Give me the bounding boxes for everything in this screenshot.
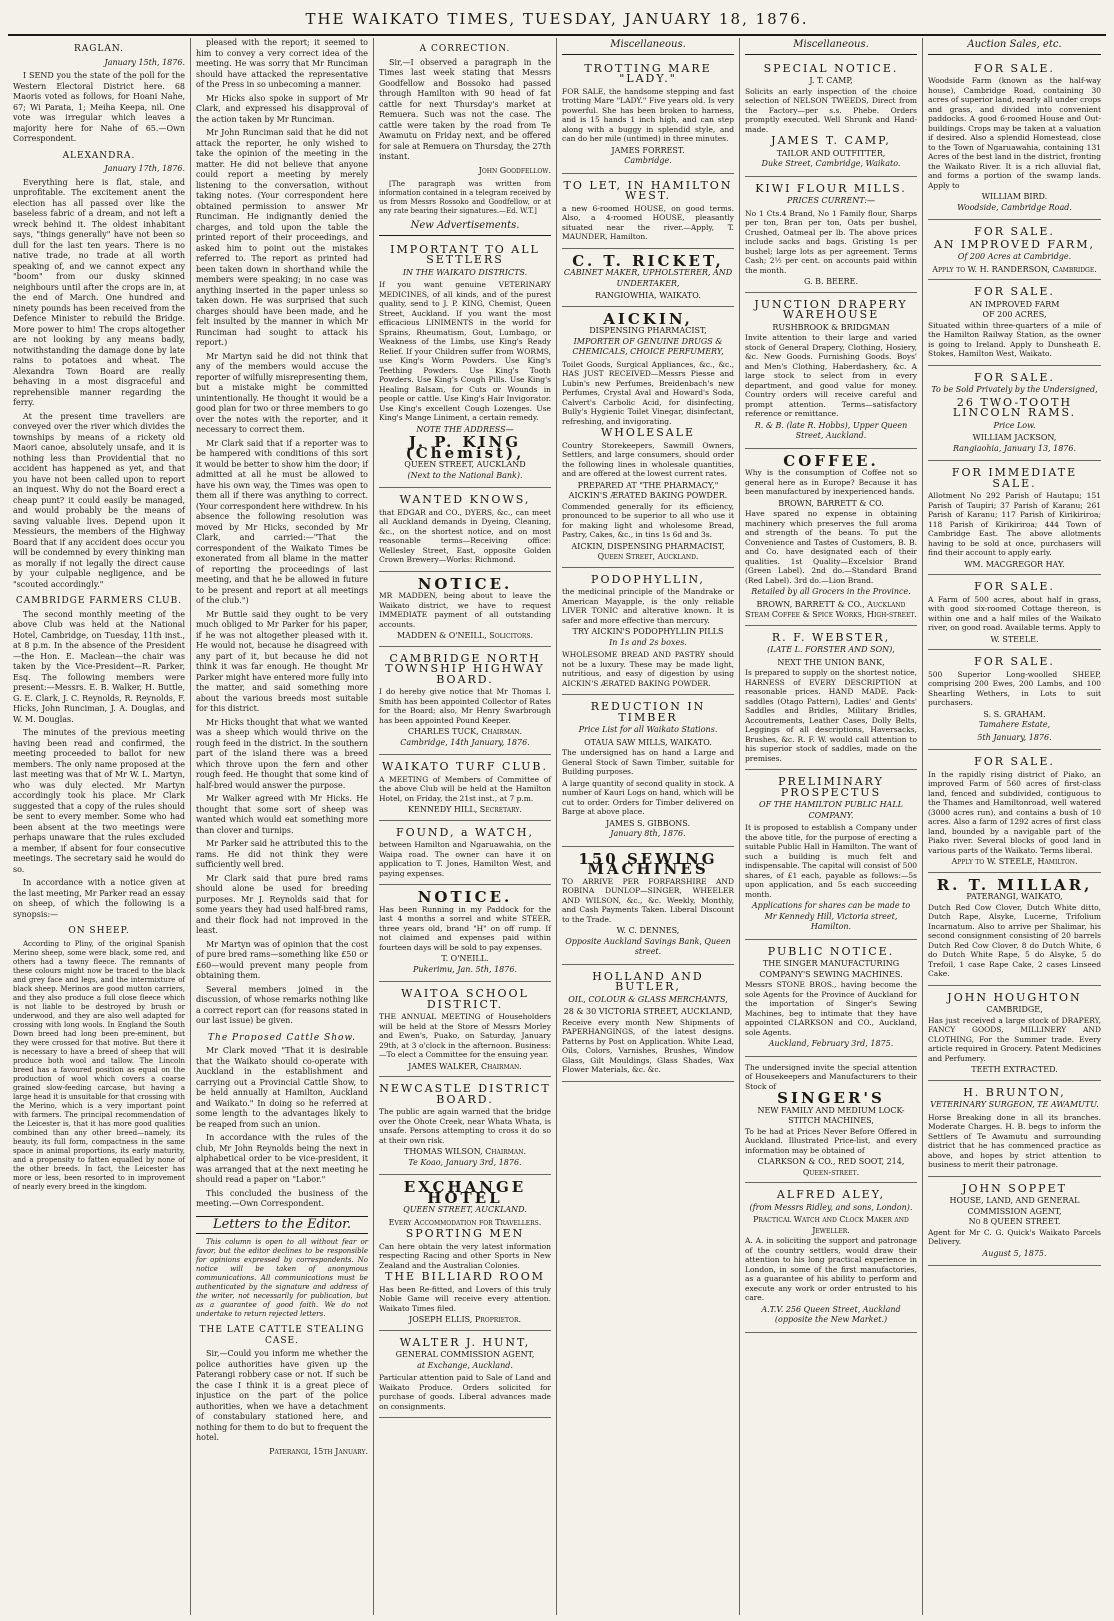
- ad-price: Price Low.: [993, 420, 1036, 430]
- advert-found-watch: [379, 824, 551, 886]
- ad-body: Agent for Mr C. G. Quick's Waikato Parcels Delivery.: [928, 1227, 1101, 1246]
- raglan-heading: RAGLAN.: [73, 44, 125, 54]
- alexandra-para-1: Everything here is flat, stale, and unprofitable. The excitement anent the election has all passed over like the baseless fabric of a dream, and not left a wreck behind it. The oldest inhabitant says, "things generally" have not been so dull for the last ten years. There is no native trade, no trade at all worth speaking of, and we cannot expect any "boom" from our dusky skinned neighbours until after the crops are in, at the end of March. One hundred and ninety pounds has been received from the Defence Minister to rebuild the Bridge. More power to him! The crops altogether are not looking by any means badly, notwithstanding the damage done by late rains to potatoes and wheat. The Alexandra Town Board are really behaving in a most disgraceful and reprehensible manner regarding the ferry.: [13, 177, 185, 407]
- ad-date: Pukerimu, Jan. 5th, 1876.: [413, 964, 517, 974]
- ad-title: JOHN SOPPET: [962, 1181, 1067, 1195]
- col2-para-6: Mr Buttle said they ought to be very much obliged to Mr Parker for his paper, if he was not altogether pleased with it. He would not, because he disagreed with any part of it, but because he did not think it was far enough. He thought Mr Parker might have entered more fully into the matter, and said something more about the various breeds most suitable for this district.: [196, 609, 368, 713]
- ad-body: Woodside Farm (known as the half-way house), Cambridge Road, containing 30 acres of superior land, nearly all under crops and grass, and divided into convenient paddocks. A good 6-roomed House and Out-buildings. Crops may be taken at a valuation if desired. Also a splendid Homestead, close to the Town of Ngaruawahia, containing 131 Acres of the best land in the district, fronting the Waikato River. It is a rich alluvial flat, and forms a portion of the swamp lands. Apply to: [928, 76, 1101, 190]
- masthead: THE WAIKATO TIMES, TUESDAY, JANUARY 18, 1876.: [8, 4, 1106, 36]
- miscellaneous-heading-2: Miscellaneous.: [745, 38, 917, 55]
- ad-body: between Hamilton and Ngaruawahia, on the Waipa road. The owner can have it on application to T. Jones, Hamilton West, and paying expenses.: [379, 840, 551, 878]
- ad-title: NOTICE.: [417, 888, 513, 906]
- ad-body: Has been Running in my Paddock for the last 4 months a sorrel and white STEER, three years old, brand "H" on off rump. If not claimed and expenses paid within fourteen days will be sold to pay expenses.: [379, 904, 551, 952]
- ad-mills: OTAUA SAW MILLS, WAIKATO.: [584, 737, 712, 747]
- advert-cambridge-north: [379, 650, 551, 756]
- ad-subtitle: VETERINARY SURGEON, TE AWAMUTU.: [930, 1100, 1099, 1109]
- advert-podophyllin: [562, 571, 734, 696]
- ad-body-2: WHOLESOME BREAD AND PASTRY should not be a luxury. These may be made light, nutritious, and easy of digestion by using AICKIN'S ÆRATED BAKING POWDER.: [562, 650, 734, 688]
- ad-body: The public are again warned that the bridge over the Ohote Creek, near Whata Whata, is unsafe. Persons attempting to cross it do so at their own risk.: [379, 1107, 551, 1145]
- letters-note: This column is open to all without fear or favor, but the editor declines to be responsible for opinions expressed by correspondents. No notice will be taken of anonymous communications. All communications must be authenticated by the signature and address of the writer, not necessarily for publication, but as a guarantee of good faith. We do not undertake to return rejected letters.: [196, 1238, 368, 1318]
- col2-para-14: In accordance with the rules of the club, Mr John Reynolds being the next in alphabetical order to be vice-president, it was arranged that at the next meeting he should read a paper on "Labor.": [196, 1133, 368, 1184]
- ad-sign: JAMES FORREST.: [611, 145, 685, 155]
- ad-date: January 8th, 1876.: [610, 829, 686, 838]
- ad-body: Why is the consumption of Coffee not so general here as in Europe? Because it has been manufactured by inexperienced hands.: [745, 468, 917, 496]
- ad-title: KIWI FLOUR MILLS.: [755, 181, 907, 195]
- advert-aickin: [562, 310, 734, 568]
- ad-body-2: Country Storekeepers, Sawmill Owners, Settlers, and large consumers, should order the following lines in wholesale quantities, and are offered at the lowest current rates.: [562, 440, 734, 478]
- ad-title: EXCHANGE HOTEL: [403, 1178, 527, 1207]
- column-3: [374, 38, 557, 1615]
- ad-title: JOHN HOUGHTON: [947, 990, 1082, 1004]
- ad-subtitle: AN IMPROVED FARM,: [933, 237, 1096, 251]
- ad-title: H. BRUNTON,: [963, 1085, 1066, 1099]
- ad-subtitle: GENERAL COMMISSION AGENT,: [395, 1350, 535, 1359]
- ad-line: 26 TWO-TOOTH LINCOLN RAMS.: [952, 395, 1077, 419]
- ad-title: FOR SALE.: [974, 655, 1055, 668]
- ad-title: ALFRED ALEY,: [776, 1188, 886, 1201]
- ad-date: Te Koao, January 3rd, 1876.: [408, 1157, 522, 1167]
- ad-address: Duke Street, Cambridge, Waikato.: [761, 159, 901, 168]
- ad-body: Is prepared to supply on the shortest notice, HARNESS of EVERY DESCRIPTION at reasonable prices. HAND MADE. Pack-saddles (Otago Pattern), Ladies' and Gents' Saddles and Bridles, Military Bridles, Accoutrements, Leather Cases, Dolly Belts, Leggings of all descriptions, Haversacks, Brushes, &c. R. F. W. would call attention to his superior stock of saddles, made on the premises.: [745, 668, 917, 763]
- correction-body: Sir,—I observed a paragraph in the Times last week stating that Messrs Goodfellow and Bossoko had passed through Hamilton with 90 head of fat cattle for next Thursday's market at Remuera. Such was not the case. The cattle were taken by the road from Te Awamutu on Friday next, and be offered for sale at Remuera on Thursday, the 27th instant.: [379, 57, 551, 161]
- ad-title: C. T. RICKET,: [572, 251, 724, 270]
- ad-sign: W. C. DENNES,: [616, 926, 680, 935]
- advert-sale-improved-farm: [928, 223, 1101, 280]
- advert-junction-drapery: [745, 296, 917, 449]
- auction-sales-heading: Auction Sales, etc.: [928, 38, 1101, 55]
- ad-body: The undersigned invite the special attention of Housekeepers and Manufacturers to their Stock of: [745, 1062, 917, 1091]
- column-5: [740, 38, 923, 1615]
- ad-body: Can here obtain the very latest information respecting Racing and other Sports in New Zealand and the Australian Colonies.: [379, 1241, 551, 1270]
- advert-newcastle-board: [379, 1080, 551, 1175]
- ad-subtitle: HOUSE, LAND, AND GENERAL COMMISSION AGENT,: [949, 1196, 1080, 1216]
- ad-subtitle-2: IMPORTER OF GENUINE DRUGS & CHEMICALS, CHOICE PERFUMERY,: [572, 336, 724, 356]
- ad-title: FOR SALE.: [974, 61, 1055, 75]
- advert-webster: [745, 629, 917, 771]
- ad-date: August 5, 1875.: [982, 1248, 1047, 1258]
- miscellaneous-heading: Miscellaneous.: [562, 38, 734, 55]
- advert-important-settlers: [379, 241, 551, 489]
- advert-soppet: [928, 1180, 1101, 1267]
- advert-immediate-sale: [928, 464, 1101, 575]
- col2-para-8: Mr Walker agreed with Mr Hicks. He thought that some sort of sheep was wanted which would eat something more than clover and turnips.: [196, 794, 368, 835]
- col2-para-13: Mr Clark moved "That it is desirable that the Waikato should co-operate with Auckland in the establishment and carrying out a Provincial Cattle Show, to be held annually at Hamilton, Auckland and Waikato." In doing so he referred at some length to the advantages likely to be reaped from such an union.: [196, 1046, 368, 1129]
- ad-subtitle: CABINET MAKER, UPHOLSTERER, AND UNDERTAKER,: [563, 268, 733, 288]
- ad-body: A MEETING of Members of Committee of the above Club will be held at the Hamilton Hotel, on Friday, the 21st inst., at 7 p.m.: [379, 774, 551, 803]
- ad-body: It is proposed to establish a Company under the above title, for the purpose of erecting a suitable Public Hall in Hamilton. The want of such a building is much felt and indispensable. The capital will consist of 500 shares, of £1 each, payable as follows:—5s upon application, and 5s each succeeding month.: [745, 823, 917, 899]
- advert-singer: [745, 1060, 917, 1184]
- farmers-club-heading: CAMBRIDGE FARMERS CLUB.: [15, 596, 183, 606]
- ad-sign: Applications for shares can be made to Mr Kennedy Hill, Victoria street, Hamilton.: [751, 901, 911, 931]
- ad-title: PODOPHYLLIN,: [591, 572, 705, 586]
- ad-address: 28 & 30 VICTORIA STREET, AUCKLAND,: [563, 1007, 733, 1016]
- advert-walter-hunt: [379, 1334, 551, 1419]
- ad-king-address: QUEEN STREET, AUCKLAND: [404, 460, 526, 469]
- advert-trotting-mare: [562, 60, 734, 174]
- ad-title: FOR SALE.: [974, 755, 1055, 768]
- col2-para-1: pleased with the report; it seemed to him to convey a very correct idea of the meeting. He was sorry that Mr Runciman should have attacked the representative of the Press in so unbecoming a manner.: [196, 38, 368, 89]
- advert-to-let: [562, 177, 734, 249]
- col2-para-3: Mr John Runciman said that he did not attack the reporter, he only wished to take the opinion of the meeting in the matter. He did not believe that anyone could report a meeting by merely listening to the conversation, without taking notes. (Your correspondent here obtained permission to answer Mr Runciman. He indignantly denied the charges, and told upon the table the printed report of their proceedings, and asked him to point out the mistakes referred to. The report as printed had been taken down in shorthand while the members were speaking; in no case was anything inserted in the paper unless so taken down. He was surprised that such charges should have been made, and he felt insulted by the manner in which Mr Runciman had sought to attack his report.): [196, 128, 368, 347]
- ad-subtitle: RUSHBROOK & BRIDGMAN: [772, 322, 890, 332]
- ad-subtitle: DISPENSING PHARMACIST,: [589, 326, 707, 335]
- ad-king-name: J. P. KING (Chemist),: [405, 433, 525, 462]
- ad-title: SINGER'S: [777, 1089, 885, 1107]
- ad-title: TROTTING MARE "LADY.": [584, 61, 712, 85]
- col2-para-12: Several members joined in the discussion, of whose remarks nothing like a correct report can (for reasons stated in our last issue) be given.: [196, 984, 368, 1025]
- ad-title: REDUCTION IN TIMBER: [590, 700, 706, 724]
- farmers-para-3: In accordance with a notice given at the last meeting, Mr Parker read an essay on sheep, of which the following is a synopsis:—: [13, 878, 185, 919]
- ad-body: Solicits an early inspection of the choice selection of NELSON TWEEDS, Direct from the Factory—per s.s. Phebe. Orders promptly executed. Well Shrunk and Hand-made.: [745, 86, 917, 134]
- ad-sign: THOMAS WILSON, Chairman.: [403, 1147, 526, 1156]
- advert-kiwi-flour: [745, 180, 917, 293]
- advert-millar: [928, 876, 1101, 986]
- ad-sign: G. B. BEERE.: [803, 277, 859, 286]
- ad-body: Situated within three-quarters of a mile of the Hamilton Railway Station, as the owner is going to Ireland. Apply to Dunsheath E. Stokes, Hamilton West, Waikato.: [928, 320, 1101, 358]
- ad-line: Every Accommodation for Travellers.: [388, 1217, 542, 1227]
- correction-signature: John Goodfellow.: [478, 165, 551, 175]
- advert-notice-steer: [379, 888, 551, 982]
- alexandra-date: January 17th, 1876.: [104, 164, 185, 173]
- column-2: [191, 38, 374, 1615]
- ad-body: Invite attention to their large and varied stock of General Drapery, Clothing, Hosiery, &c. New Goods. Furnishing Goods. Boys' and Men's Clothing, Haberdashery, &c. A large stock to select from in every department, and good value for money. Country orders will receive careful and prompt attention. Terms—satisfactory reference or remittance.: [745, 333, 917, 418]
- correction-heading: A CORRECTION.: [419, 44, 511, 54]
- ad-sign: JAMES S. GIBBONS.: [605, 818, 691, 828]
- ad-title: WALTER J. HUNT,: [399, 1335, 531, 1349]
- ad-body: Messrs STONE BROS., having become the sole Agents for the Province of Auckland for the importation of Singer's Sewing Machines, beg to intimate that they have appointed CLARKSON and CO., Auckland, sole Agents.: [745, 980, 917, 1037]
- advert-sale-piako: [928, 753, 1101, 873]
- ad-title: FOR SALE.: [974, 285, 1055, 298]
- on-sheep-essay: According to Pliny, of the original Spanish Merino sheep, some were black, some red, and others had a tawny fleece. The remnants of these colours might now be traced to the black and grey face and legs, and the intermixture of black sheep. Merinos are good mutton carriers, and they also produce a full close fleece which is not liable to be destroyed by brush or underwood, and they are also well adapted for crossing with long wools. In England the South Down breed had long been pre-eminent, but they were crossed for that motive. But there it is necessary to have a breed of sheep that will produce both wool and tallow. The Lincoln breed has a favoured position as equal on the production of wool which covers a coarse grained slow-feeding carcase, but having a large head it is unsuitable for that crossing with the Merino, which is a very important point with farmers. The principal recommendation of the Leicester is, that it has more good qualities combined than any other breed—namely, its beauty, its full form, compactness in the same space in animal proportions, its early maturity, and a propensity to fatten equalled by none of the other breeds. In fact, the Leicester has more or less, been resorted to in improvement of nearly every breed in the kingdom.: [13, 939, 185, 1191]
- advert-timber: [562, 698, 734, 847]
- col2-para-9: Mr Parker said he attributed this to the rams. He did not think they were sufficiently well bred.: [196, 839, 368, 869]
- farmers-para-1: The second monthly meeting of the above Club was held at the National Hotel, Cambridge, on Tuesday, 11th inst., at 8 p.m. In the absence of the President—the Hon. E. Maclean—the chair was taken by the Vice-President—R. Parker, Esq. The following members were present:—Messrs. E. B. Walker, H. Buttle, G. E. Clark, J. C. Reynolds, R. Reynolds, F. Hicks, John Runciman, J. A. Douglas, and W. M. Douglas.: [13, 609, 185, 724]
- raglan-body: I SEND you the state of the poll for the Western Electoral District here. 68 Maoris voted as follows, for Hoani Nahe, 67; Wi Parata, 1; Meiha Keepa, nil. One vote was irregular which leaves a majority here for Nahe of 65.—Own Correspondent.: [13, 71, 185, 143]
- ad-subtitle: (LATE L. FORSTER AND SON),: [767, 645, 895, 654]
- ad-sign: R. & B. (late R. Hobbs), Upper Queen Street, Auckland.: [754, 420, 908, 440]
- ad-title: WAITOA SCHOOL DISTRICT.: [401, 987, 529, 1011]
- newspaper-columns: [8, 38, 1106, 1615]
- advert-ricket: [562, 252, 734, 307]
- ad-sign: AICKIN, DISPENSING PHARMACIST, Queen Street, Auckland.: [571, 541, 725, 561]
- ad-teeth: TEETH EXTRACTED.: [971, 1065, 1058, 1074]
- farmers-para-2: The minutes of the previous meeting having been read and confirmed, the meeting proceeded to ballot for new members. The only name proposed at the last meeting was that of Mr W. L. Martyn, who was duly elected. Mr Martyn accordingly took his place. Mr Clark suggested that a copy of the rules should be sent to every member. Some who had been absent at the two meetings were perhaps unaware that the rules excluded a member, if absent for four consecutive meetings. The secretary said he would do so.: [13, 728, 185, 874]
- ad-title: R. F. WEBSTER,: [771, 630, 891, 644]
- ad-title: PUBLIC NOTICE.: [767, 944, 895, 958]
- ad-body-2: A large quantity of second quality in stock. A number of Kauri Logs on hand, which will be cut to order. Orders for Timber delivered on Barge at above place.: [562, 778, 734, 816]
- ad-body: Has just received a large stock of DRAPERY, FANCY GOODS, MILLINERY AND CLOTHING, For the Summer trade. Every article required in Grocery. Patent Medicines and Perfumery.: [928, 1015, 1101, 1063]
- ad-price: In 1s and 2s boxes.: [609, 637, 687, 647]
- ad-subtitle: IN THE WAIKATO DISTRICTS.: [402, 267, 528, 277]
- alexandra-para-2: At the present time travellers are conveyed over the river which divides the townships by means of a rickety old Maori canoe, absolutely unsafe, and it is nothing less than Providential that no accident has happened as yet, and that you have not been called upon to report an inquest. Why do not the Board erect a cheap punt? it could easily be managed, and would probably be the means of saving valuable lives. Depend upon it Messieurs, the members of the Highway Board that if any accident does occur you will be condemned by every thinking man as morally if not legally the direct cause by your culpable negligence, and be "scouted accordingly.": [13, 411, 185, 589]
- ad-trade: TAILOR AND OUTFITTER,: [776, 148, 886, 158]
- col2-para-7: Mr Hicks thought that what we wanted was a sheep which would thrive on the rough feed in the district. In the southern part of the island there was a breed which throve upon the fern and other rough feed. He thought that some kind of half-bred would answer the purpose.: [196, 717, 368, 790]
- ad-body: 500 Superior Long-woolled SHEEP, comprising 200 Ewes, 200 Lambs, and 100 Shearling Wethers, in Lots to suit purchasers.: [928, 669, 1101, 707]
- advert-alfred-aley: [745, 1186, 917, 1333]
- ad-sign: S. S. GRAHAM.: [983, 709, 1046, 719]
- ad-sign: JOSEPH ELLIS, Proprietor.: [409, 1315, 521, 1324]
- ad-try: TRY AICKIN'S PODOPHYLLIN PILLS: [572, 627, 724, 636]
- ad-body-3: Commended generally for its efficiency, pronounced to be superior to all who use it for making light and wholesome Bread, Pastry, Cakes, &c., in tins 1s 6d and 3s.: [562, 501, 734, 539]
- ad-body: that EDGAR and CO., DYERS, &c., can meet all Auckland demands in Dyeing, Cleaning, &c., on the shortest notice, and on most reasonable terms—Receiving office: Wellesley Street, East, opposite Golden Crown Brewery—Works: Richmond.: [379, 507, 551, 564]
- alexandra-heading: ALEXANDRA.: [62, 150, 136, 161]
- advert-public-notice: [745, 943, 917, 1057]
- advert-sale-improved-farm-2: [928, 283, 1101, 366]
- column-1: [8, 38, 191, 1615]
- ad-king-address-2: (Next to the National Bank).: [407, 470, 523, 480]
- column-4: [557, 38, 740, 1615]
- advert-sale-500-acres: [928, 578, 1101, 650]
- col2-para-2: Mr Hicks also spoke in support of Mr Clark, and expressed his disapproval of the action taken by Mr Runciman.: [196, 93, 368, 124]
- ad-sporting: SPORTING MEN: [405, 1227, 525, 1240]
- ad-title: FOR IMMEDIATE SALE.: [951, 466, 1078, 490]
- ad-sign: WILLIAM JACKSON,: [972, 433, 1057, 442]
- advert-exchange-hotel: [379, 1178, 551, 1331]
- ad-line: OF 200 ACRES,: [982, 310, 1047, 319]
- ad-body: Allotment No 292 Parish of Hautapu; 151 Parish of Taupiri; 37 Parish of Karanu; 261 Parish of Karanu; 117 Parish of Kirikiriroa; 118 Parish of Kirikiriroa; 444 Town of Cambridge East. The above allotments having to be sold at once, purchasers will find their account to apply early.: [928, 491, 1101, 557]
- ad-prepared: PREPARED AT "THE PHARMACY,": [577, 480, 719, 490]
- ad-subtitle: NEW FAMILY AND MEDIUM LOCK-STITCH MACHINES,: [757, 1105, 905, 1125]
- ad-body: MR MADDEN, being about to leave the Waikato district, we have to request IMMEDIATE payment of all outstanding accounts.: [379, 591, 551, 629]
- ad-title: FOR SALE.: [974, 580, 1055, 593]
- ad-date: Cambridge, 14th January, 1876.: [400, 737, 530, 747]
- advert-brunton: [928, 1084, 1101, 1177]
- advert-prospectus: [745, 773, 917, 940]
- ad-sign: CHARLES TUCK, Chairman.: [407, 727, 523, 736]
- advert-notice-madden: [379, 575, 551, 647]
- col2-para-11: Mr Martyn was of opinion that the cost of pure bred rams—something like £50 or £60—would prevent many people from obtaining them.: [196, 939, 368, 980]
- ad-sign: WM. MACGREGOR HAY.: [964, 559, 1065, 569]
- ad-sign: MADDEN & O'NEILL, Solicitors.: [396, 631, 534, 640]
- advert-special-notice: [745, 60, 917, 177]
- ad-title: COFFEE.: [783, 451, 879, 470]
- ad-body-2: Has been Re-fitted, and Lovers of this truly Noble Game will receive every attention. Waikato Times filed.: [379, 1284, 551, 1313]
- ad-place: Woodside, Cambridge Road.: [957, 202, 1072, 212]
- column-6: [923, 38, 1106, 1615]
- ad-subtitle: OIL, COLOUR & GLASS MERCHANTS,: [568, 994, 728, 1004]
- ad-place: Tamahere Estate,: [978, 720, 1051, 729]
- advert-sale-woodside: [928, 60, 1101, 221]
- ad-body-2: Have spared no expense in obtaining machinery which preserves the full aroma and strength of the beans. To put the Convenience and Tastes of Customers, B. B. and Co. have designated each of their qualities. 1st Quality—Excelsior Brand (Green Label). 2nd do.—Standard Brand (Red Label). 3rd do.—Lion Brand.: [745, 509, 917, 585]
- ad-subtitle: QUEEN STREET, AUCKLAND.: [403, 1205, 527, 1214]
- ad-title: FOR SALE.: [974, 225, 1055, 238]
- ad-sign: JAMES T. CAMP,: [771, 134, 891, 147]
- ad-body: THE ANNUAL MEETING of Householders will be held at the Store of Messrs Morley and Ewen's, Puako, on Saturday, January 29th, at 3 o'clock in the afternoon. Business:—To elect a Committee for the ensuing year.: [379, 1012, 551, 1059]
- advert-waitoa-school: [379, 985, 551, 1077]
- new-ads-heading: New Advertisements.: [379, 219, 551, 236]
- ad-wholesale: WHOLESALE: [600, 426, 696, 439]
- ad-line: Practical Watch and Clock Maker and Jeweller.: [753, 1215, 909, 1235]
- ad-subtitle: (from Messrs Ridley, and sons, London).: [749, 1202, 913, 1212]
- ad-sign: Apply to W. H. RANDERSON, Cambridge.: [932, 264, 1097, 274]
- ad-title: FOUND, a WATCH,: [396, 825, 534, 839]
- ad-body: the medicinal principle of the Mandrake or American Mayapple, is the only reliable LIVER TONIC and alterative known. It is safer and more effective than mercury.: [562, 587, 734, 625]
- ad-title: IMPORTANT TO ALL SETTLERS: [390, 242, 540, 266]
- ad-address: BROWN, BARRETT & CO., Auckland Steam Coffee & Spice Works, High-street.: [745, 599, 917, 619]
- ad-date: Rangiaohia, January 13, 1876.: [952, 443, 1077, 453]
- ad-body-2: To be had at Prices Never Before Offered in Auckland. Illustrated Price-list, and every information may be obtained of: [745, 1126, 917, 1155]
- ad-address: Opposite Auckland Savings Bank, Queen street.: [565, 936, 731, 956]
- ad-body: Dutch Red Cow Clover, Dutch White ditto, Dutch Rape, Alsyke, Lucerne, Trifolium Incarnatum. Also to arrive per Shalimar, his second consignment consisting of 20 barrels Dutch Red Cow Clover, 8 do Dutch White, 6 do Dutch White Rape, 5 do Alsyke, 5 do Trefoil, 1 case Rape Cake, 2 cases Linseed Cake.: [928, 902, 1101, 978]
- ad-title: PRELIMINARY PROSPECTUS: [778, 775, 884, 799]
- ad-title: SPECIAL NOTICE.: [763, 61, 899, 75]
- cattle-stealing-heading: THE LATE CATTLE STEALING CASE.: [199, 1325, 365, 1346]
- advert-sale-sheep: [928, 653, 1101, 750]
- advert-houghton: [928, 989, 1101, 1081]
- ad-body: Particular attention paid to Sale of Land and Waikato Produce. Orders solicited for purchase of goods. Liberal advances made on consignments.: [379, 1373, 551, 1411]
- ad-title: FOR SALE.: [974, 370, 1055, 384]
- ad-subtitle: Price List for all Waikato Stations.: [578, 725, 718, 734]
- ad-note: NOTE THE ADDRESS—: [416, 424, 514, 434]
- col2-para-5: Mr Clark said that if a reporter was to be hampered with conditions of this sort it would be better to show him the door; if admitted at all he must be allowed to have his own way, the Times was open to them all if there was anything to correct. (Your correspondent here withdrew. In his absence the following resolution was moved by Mr Hicks, seconded by Mr Clark, and carried:—"That the correspondent of the Waikato Times be exonerated from all blame in the matter of reporting the proceedings of last meeting, and that he be allowed in future to be present and report at all meetings of the club."): [196, 438, 368, 605]
- ad-subtitle: J. T. CAMP,: [809, 76, 853, 85]
- ad-body: In the rapidly rising district of Piako, an improved Farm of 560 acres of first-class land, fenced and subdivided, contiguous to the Thames and Hamiltonroad, well watered (3000 acres run), and contains a bush of 10 acres. Also a farm of 1292 acres of first class land, bounded by a navigable part of the Piako river. Several blocks of good land in various parts of the Waikato. Terms liberal.: [928, 769, 1101, 855]
- ad-baking: AICKIN'S ÆRATED BAKING POWDER.: [568, 491, 728, 500]
- ad-title: TO LET, IN HAMILTON WEST.: [563, 178, 733, 202]
- advert-sewing-machines: [562, 850, 734, 965]
- ad-sign: JAMES WALKER, Chairman.: [408, 1061, 522, 1071]
- correction-editor-note: [The paragraph was written from information contained in a telegram received by us from Messrs Rossoko and Goodfellow, or at any rate bearing their signatures.—Ed. W.T.]: [379, 180, 551, 215]
- ad-body: Toilet Goods, Surgical Appliances, &c., &c., HAS JUST RECEIVED—Messrs Piesse and Lubin's new Perfumes, Breidenbach's new Perfumes, Crystal Aval and Howard's Soda, Calvert's Carbolic Acid, for disinfecting, Bully's Hygienic Toilet Vinegar, disinfectant, refreshing, and invigorating.: [562, 359, 734, 426]
- ad-date: Auckland, February 3rd, 1875.: [768, 1039, 894, 1048]
- ad-address: A.T.V. 256 Queen Street, Auckland (opposite the New Market.): [761, 1304, 901, 1324]
- letter-signature: Paterangi, 15th January.: [269, 1446, 368, 1456]
- col2-para-16: Sir,—Could you inform me whether the police authorities have given up the Paterangi robbery case or not. If such be the case I think it is a great piece of injustice on the part of the police authorities, when we have a detachment of constabulary stationed here, and nothing for them to do but to frequent the hotel.: [196, 1349, 368, 1442]
- letters-heading: Letters to the Editor.: [196, 1216, 368, 1235]
- raglan-date: January 15th, 1876.: [104, 57, 185, 67]
- ad-sign: KENNEDY HILL, Secretary.: [408, 805, 522, 814]
- ad-sign: T. O'NEILL.: [441, 954, 489, 963]
- ad-subtitle: OF THE HAMILTON PUBLIC HALL COMPANY.: [759, 800, 903, 820]
- ad-address: No 8 QUEEN STREET.: [968, 1217, 1061, 1226]
- ad-subtitle: AN IMPROVED FARM: [969, 299, 1060, 309]
- advert-holland-butler: [562, 968, 734, 1082]
- ad-subtitle: THE SINGER MANUFACTURING COMPANY'S SEWING MACHINES.: [759, 959, 903, 979]
- col2-para-15: This concluded the business of the meeting.—Own Correspondent.: [196, 1188, 368, 1208]
- ad-retail: Retailed by all Grocers in the Province.: [751, 587, 911, 596]
- advert-sale-rams: [928, 369, 1101, 462]
- ad-subtitle: PATERANGI, WAIKATO,: [966, 892, 1063, 901]
- ad-body: Horse Breaking done in all its branches. Moderate Charges. H. B. begs to inform the Settlers of Te Awamutu and surrounding district that he has commenced practice as above, and hopes by strict attention to business to merit their patronage.: [928, 1112, 1101, 1169]
- ad-line: Of 200 Acres at Cambridge.: [957, 252, 1072, 261]
- ad-body: a new 6-roomed HOUSE, on good terms. Also, a 4-roomed HOUSE, pleasantly situated near the river.—Apply, T. MAUNDER, Hamilton.: [562, 203, 734, 241]
- ad-sign: BROWN, BARRETT & CO.: [778, 498, 884, 508]
- advert-coffee: [745, 452, 917, 626]
- ad-subtitle: PRICES CURRENT:—: [786, 196, 876, 205]
- ad-sign: WILLIAM BIRD.: [981, 192, 1048, 201]
- ad-title: 150 SEWING MACHINES: [578, 849, 718, 878]
- cattle-show-heading: The Proposed Cattle Show.: [208, 1032, 356, 1043]
- ad-body: TO ARRIVE PER FORFARSHIRE AND ROBINA DUNLOP—SINGER, WHEELER AND WILSON, &c., &c. Weekly, Monthly, and Cash Payments Taken. Liberal Discount to the Trade.: [562, 876, 734, 924]
- ad-title: AICKIN,: [603, 309, 693, 328]
- ad-sign: Apply to W. STEELE, Hamilton.: [951, 857, 1078, 866]
- ad-place: Cambridge.: [624, 156, 672, 165]
- advert-turf-club: [379, 758, 551, 821]
- ad-body: If you want genuine VETERINARY MEDICINES, of all kinds, and of the purest quality, send to J. P. KING, Chemist, Queen Street, Auckland. If you want the most efficacious LINIMENTS in the world for Sprains, Rheumatism, Gout, Lumbago, or Weakness of the Limbs, use King's Ready Relief. If your Children suffer from WORMS, use King's Worm Powders. Use King's Teething Powders. Use King's Tooth Powders. Use King's Cough Pills. Use King's Healing Balsam, for Cuts or Wounds in people or cattle. Use King's Hair Invigorator. Use King's excellent Cough Lozenges. Use King's Mange Liniment, a certain remedy.: [379, 280, 551, 422]
- ad-address: at Exchange, Auckland.: [417, 1360, 513, 1370]
- advert-wanted-knows: [379, 491, 551, 572]
- ad-title: CAMBRIDGE NORTH TOWNSHIP HIGHWAY BOARD.: [385, 651, 545, 686]
- ad-title: WANTED KNOWS,: [399, 493, 531, 506]
- ad-body: FOR SALE, the handsome stepping and fast trotting Mare "LADY." Five years old. Is very powerful. She has been broken to harness, and is 15 hands 1 inch high, and can step along with a buggy in splendid style, and can do her mile (untimed) in three minutes.: [562, 86, 734, 143]
- ad-billiard: THE BILLIARD ROOM: [385, 1270, 545, 1283]
- ad-body: Receive every month New Shipments of PAPERHANGINGS, of the latest designs. Patterns by Post on Application. White Lead, Oils, Colors, Varnishes, Brushes, Window Glass, Gilt Mouldings, Glass Shades, Wax Flower Materials, &c. &c.: [562, 1017, 734, 1074]
- ad-sign: CLARKSON & CO., RED SOOT, 214, Queen-street.: [757, 1157, 905, 1177]
- ad-title: R. T. MILLAR,: [936, 875, 1093, 894]
- ad-body: I do hereby give notice that Mr Thomas I. Smith has been appointed Collector of Rates for the Board; also, Mr Henry Swarbrough has been appointed Pound Keeper.: [379, 687, 551, 725]
- on-sheep-heading: ON SHEEP.: [68, 926, 130, 936]
- ad-title: NEWCASTLE DISTRICT BOARD.: [379, 1082, 551, 1106]
- ad-title: JUNCTION DRAPERY WAREHOUSE: [754, 297, 908, 321]
- ad-subtitle: To be Sold Privately by the Undersigned,: [931, 385, 1098, 394]
- ad-body: No 1 Cts.4 Brand, No 1 Family flour, Sharps per ton, Bran per ton, Oats per bushel, Crushed, Oatmeal per lb. The above prices include sacks and bags. Gristing 1s per bushel; large lots as per agreement. Terms Cash; 2½ per cent. on accounts paid within the month.: [745, 208, 917, 275]
- ad-title: HOLLAND AND BUTLER,: [592, 969, 704, 993]
- ad-title: NOTICE.: [417, 574, 513, 593]
- col2-para-10: Mr Clark said that pure bred rams should alone be used for breeding purposes. Mr J. Reynolds said that for some years they had used half-bred rams, and their flock had not improved in the least.: [196, 873, 368, 935]
- ad-body: A Farm of 500 acres, about half in grass, with good six-roomed Cottage thereon, is within one and a half miles of the Waikato river, on good road. Available terms. Apply to: [928, 594, 1101, 632]
- ad-subtitle: CAMBRIDGE,: [986, 1005, 1043, 1014]
- ad-sign: W. STEELE.: [990, 634, 1039, 644]
- ad-address: NEXT THE UNION BANK,: [777, 657, 885, 667]
- ad-date: 5th January, 1876.: [977, 732, 1052, 742]
- ad-place: RANGIOWHIA, WAIKATO.: [595, 291, 701, 300]
- ad-body: A. A. in soliciting the support and patronage of the country settlers, would draw their attention to his long practical experience in London, in some of the first manufactories, as a guarantee of his ability to perform and execute any work or order entrusted to his care.: [745, 1236, 917, 1302]
- ad-body: The undersigned has on hand a Large and General Stock of Sawn Timber, suitable for Building purposes.: [562, 748, 734, 776]
- col2-para-4: Mr Martyn said he did not think that any of the members would accuse the reporter of wilfully misrepresenting them, but a mistake might be committed unintentionally. He thought it would be a good plan for two or three members to go over the notes with the reporter, and it necessary to correct them.: [196, 351, 368, 434]
- ad-title: WAIKATO TURF CLUB.: [381, 760, 548, 773]
